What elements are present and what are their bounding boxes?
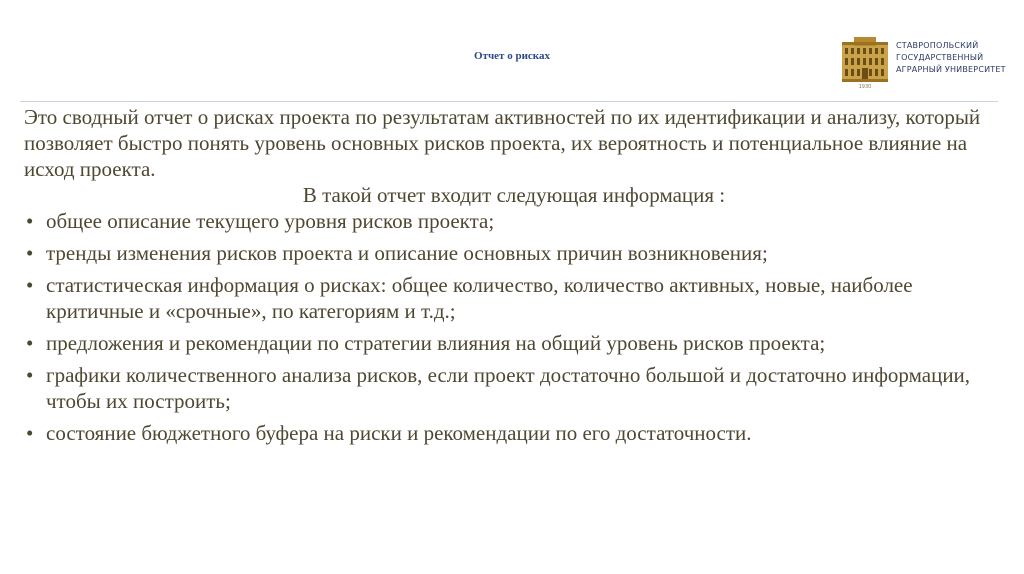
- bullet-icon: •: [26, 209, 34, 233]
- university-name: [896, 40, 1006, 76]
- university-building-icon: [840, 34, 890, 90]
- list-item-text: предложения и рекомендации по стратегии влияния на общий уровень рисков проекта;: [46, 331, 826, 355]
- logo-line-3: АГРАРНЫЙ УНИВЕРСИТЕТ: [896, 65, 1006, 74]
- list-lead: В такой отчет входит следующая информация :: [302, 183, 726, 207]
- header-divider: [20, 101, 998, 102]
- university-logo: [840, 34, 1010, 92]
- slide-title: Отчет о рисках: [474, 50, 550, 62]
- list-item: [24, 420, 1004, 446]
- bullet-icon: •: [26, 331, 34, 355]
- list-item-text: общее описание текущего уровня рисков проекта;: [46, 209, 495, 233]
- intro-paragraph: Это сводный отчет о рисках проекта по результатам активностей по их идентификации и анализу, который позволяет быстро понять уровень основных рисков проекта, их вероятность и потенциальное влияние на исход проекта.: [24, 105, 981, 181]
- list-item: [24, 208, 1004, 234]
- list-item-text: тренды изменения рисков проекта и описание основных причин возникновения;: [46, 241, 768, 265]
- logo-year: 1930: [858, 84, 872, 90]
- slide-body: [24, 104, 1004, 446]
- info-list: [24, 208, 1004, 446]
- list-item-text: статистическая информация о рисках: общее количество, количество активных, новые, наиболее критичные и «срочные», по категориям и т.д.;: [46, 273, 913, 323]
- bullet-icon: •: [26, 421, 34, 445]
- list-item: [24, 330, 1004, 356]
- list-item-text: состояние бюджетного буфера на риски и рекомендации по его достаточности.: [46, 421, 752, 445]
- logo-line-1: СТАВРОПОЛЬСКИЙ: [896, 41, 979, 50]
- list-item: [24, 272, 1004, 324]
- logo-line-2: ГОСУДАРСТВЕННЫЙ: [896, 53, 984, 62]
- list-item: [24, 240, 1004, 266]
- bullet-icon: •: [26, 273, 34, 297]
- list-item: [24, 362, 1004, 414]
- list-item-text: графики количественного анализа рисков, если проект достаточно большой и достаточно информации, чтобы их построить;: [46, 363, 971, 413]
- bullet-icon: •: [26, 241, 34, 265]
- bullet-icon: •: [26, 363, 34, 387]
